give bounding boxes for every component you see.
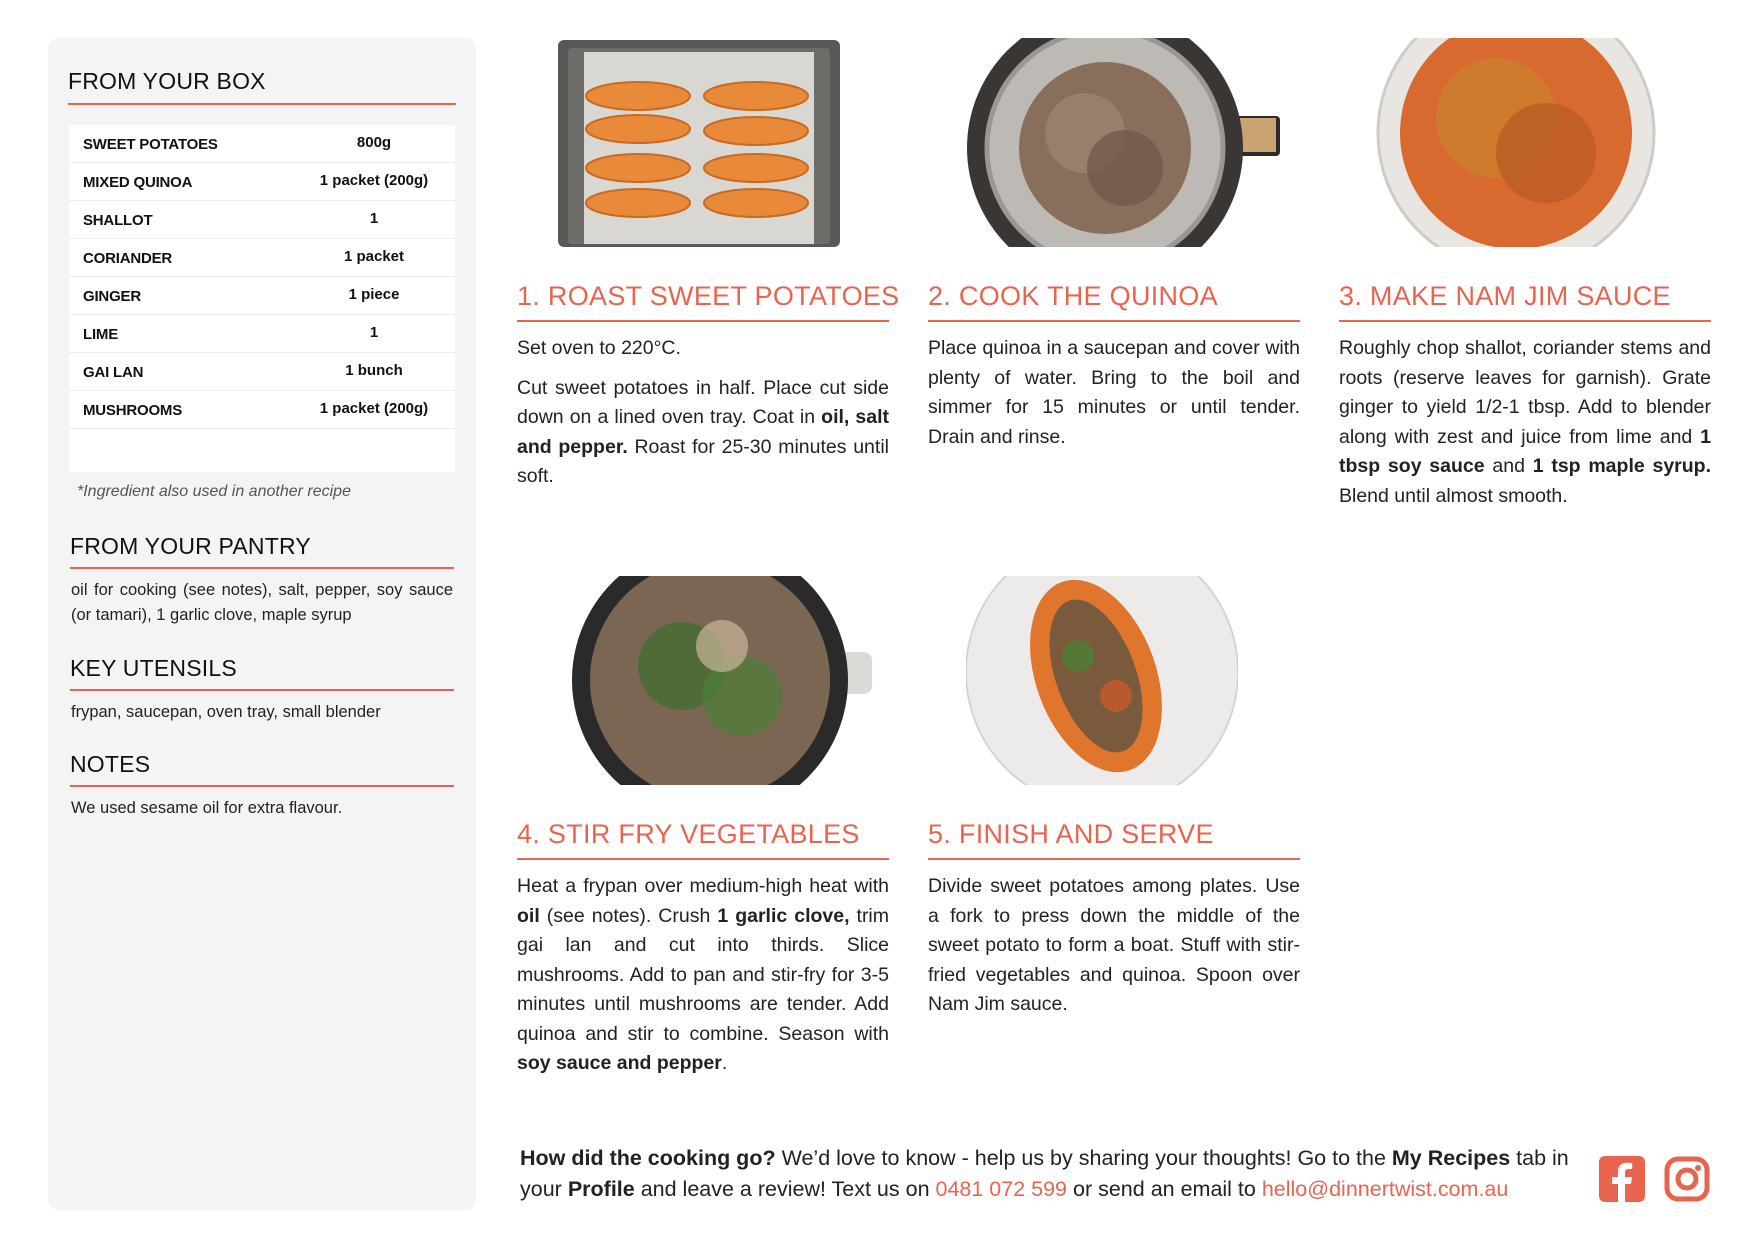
table-row bbox=[69, 353, 455, 391]
table-row bbox=[69, 277, 455, 315]
stir-fry-photo bbox=[572, 576, 876, 785]
step-2-text bbox=[928, 334, 1300, 462]
section-divider bbox=[70, 689, 454, 691]
step-divider bbox=[928, 858, 1300, 860]
step-divider bbox=[517, 320, 889, 322]
section-divider bbox=[70, 567, 454, 569]
step-2-para-1: Place quinoa in a saucepan and cover with plenty of water. Bring to the boil and simmer for 15 minutes or until tender. Drain and rinse. bbox=[928, 337, 1300, 448]
profile-link[interactable]: Profile bbox=[567, 1177, 635, 1201]
step-3-title: 3. MAKE NAM JIM SAUCE bbox=[1339, 281, 1671, 311]
step-3-text bbox=[1339, 334, 1711, 521]
step-5-para-1: Divide sweet potatoes among plates. Use a fork to press down the middle of the sweet potato to form a boat. Stuff with stir-fried vegetables and quinoa. Spoon over Nam Jim sauce. bbox=[928, 875, 1300, 1015]
notes-text: We used sesame oil for extra flavour. bbox=[71, 799, 343, 817]
step-divider bbox=[928, 320, 1300, 322]
ingredient-name: SWEET POTATOES bbox=[83, 136, 218, 153]
ingredient-name: MIXED QUINOA bbox=[83, 174, 193, 191]
ingredient-footnote: *Ingredient also used in another recipe bbox=[77, 483, 351, 500]
table-row bbox=[69, 201, 455, 239]
ingredient-qty: 1 packet (200g) bbox=[319, 400, 429, 417]
step-2-title: 2. COOK THE QUINOA bbox=[928, 281, 1218, 311]
ingredient-name: MUSHROOMS bbox=[83, 402, 183, 419]
ingredient-qty: 1 packet (200g) bbox=[319, 172, 429, 189]
from-your-box-title: FROM YOUR BOX bbox=[68, 68, 266, 94]
ingredient-name: SHALLOT bbox=[83, 212, 153, 229]
finished-dish-photo bbox=[966, 576, 1238, 785]
utensils-text: frypan, saucepan, oven tray, small blender bbox=[71, 703, 381, 721]
ingredient-name: GAI LAN bbox=[83, 364, 144, 381]
step-divider bbox=[1339, 320, 1711, 322]
instagram-icon[interactable] bbox=[1664, 1156, 1710, 1202]
my-recipes-link[interactable]: My Recipes bbox=[1391, 1146, 1511, 1170]
step-1-para-1: Set oven to 220°C. bbox=[517, 337, 681, 359]
pantry-text: oil for cooking (see notes), salt, pepper, soy sauce (or tamari), 1 garlic clove, maple syrup bbox=[71, 581, 453, 624]
ingredient-qty: 1 bbox=[369, 324, 379, 341]
step-1-title: 1. ROAST SWEET POTATOES bbox=[517, 281, 900, 311]
feedback-question: How did the cooking go? bbox=[520, 1146, 776, 1170]
step-3-para-1: Roughly chop shallot, coriander stems and roots (reserve leaves for garnish). Grate ginger to yield 1/2-1 tbsp. Add to blender along with zest and juice from lime and 1 tbsp soy sauce and 1 tsp maple syrup. Blend until almost smooth. bbox=[1339, 337, 1711, 507]
step-5-text bbox=[928, 872, 1300, 1030]
ingredient-name: LIME bbox=[83, 326, 119, 343]
step-4-text bbox=[517, 872, 889, 1089]
table-row bbox=[69, 125, 455, 163]
ingredients-table bbox=[69, 125, 455, 472]
from-your-pantry-title: FROM YOUR PANTRY bbox=[70, 533, 311, 559]
step-1-text bbox=[517, 334, 889, 502]
nam-jim-sauce-photo bbox=[1376, 38, 1656, 247]
ingredient-name: GINGER bbox=[83, 288, 141, 305]
facebook-icon[interactable] bbox=[1599, 1156, 1645, 1202]
ingredient-qty: 1 packet bbox=[343, 248, 405, 265]
key-utensils-title: KEY UTENSILS bbox=[70, 655, 237, 681]
phone-link[interactable]: 0481 072 599 bbox=[935, 1177, 1068, 1201]
feedback-text: How did the cooking go? We’d love to know - help us by sharing your thoughts! Go to the My Recipes tab in your Profile and leave a review! Text us on 0481 072 599 or send an email to hello@dinnertwist.com.au bbox=[520, 1146, 1569, 1201]
roast-sweet-potatoes-photo bbox=[556, 38, 842, 247]
email-link[interactable]: hello@dinnertwist.com.au bbox=[1261, 1177, 1509, 1201]
step-4-title: 4. STIR FRY VEGETABLES bbox=[517, 819, 860, 849]
table-row bbox=[69, 315, 455, 353]
step-5-title: 5. FINISH AND SERVE bbox=[928, 819, 1214, 849]
ingredient-qty: 800g bbox=[356, 134, 392, 151]
ingredient-qty: 1 piece bbox=[348, 286, 400, 303]
ingredient-qty: 1 bunch bbox=[345, 362, 403, 379]
quinoa-sieve-photo bbox=[950, 38, 1286, 247]
ingredient-name: CORIANDER bbox=[83, 250, 173, 267]
table-row bbox=[69, 239, 455, 277]
step-1-para-2: Cut sweet potatoes in half. Place cut side down on a lined oven tray. Coat in oil, salt and pepper. Roast for 25-30 minutes until soft. bbox=[517, 376, 890, 487]
notes-title: NOTES bbox=[70, 751, 151, 777]
section-divider bbox=[68, 103, 456, 105]
step-divider bbox=[517, 858, 889, 860]
table-row bbox=[69, 391, 455, 429]
ingredient-qty: 1 bbox=[369, 210, 379, 227]
section-divider bbox=[70, 785, 454, 787]
step-4-para-1: Heat a frypan over medium-high heat with oil (see notes). Crush 1 garlic clove, trim gai lan and cut into thirds. Slice mushrooms. Add to pan and stir-fry for 3-5 minutes until mushrooms are tender. Add quinoa and stir to combine. Season with soy sauce and pepper. bbox=[517, 875, 890, 1074]
table-row bbox=[69, 163, 455, 201]
